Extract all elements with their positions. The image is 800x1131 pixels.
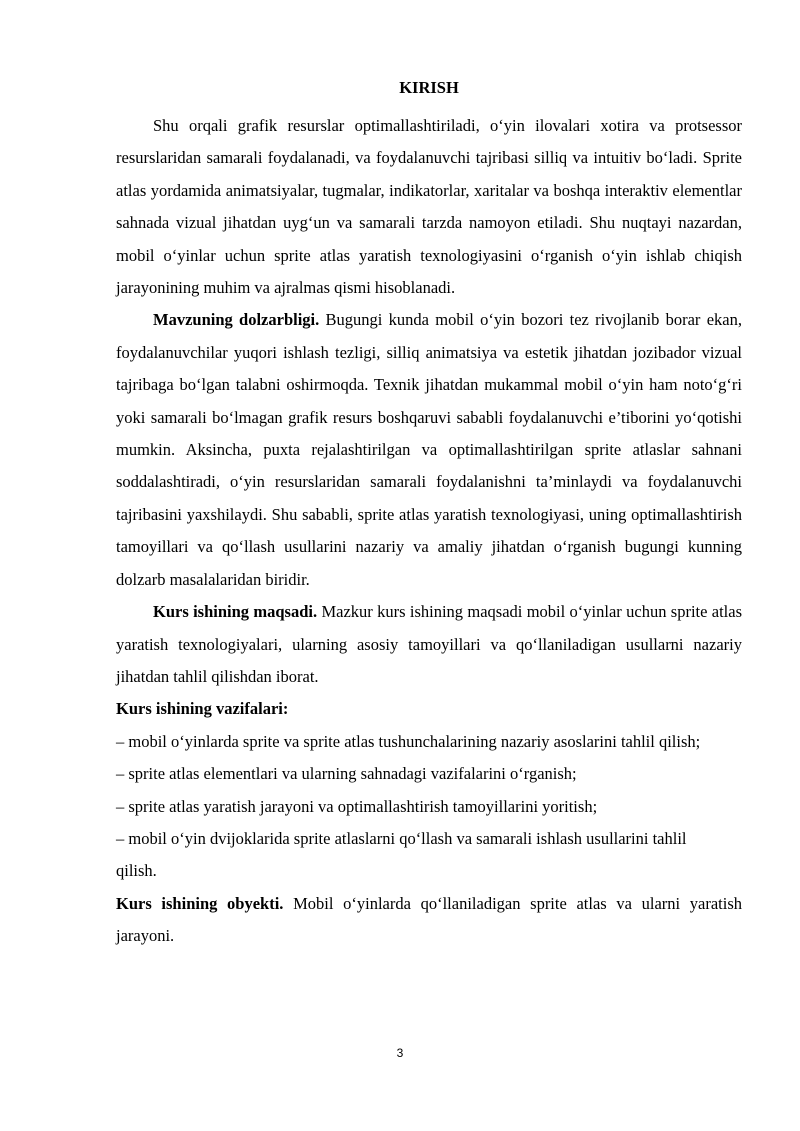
goal-paragraph (116, 596, 742, 693)
task-item: – sprite atlas yaratish jarayoni va optimallashtirish tamoyillarini yoritish; (116, 796, 598, 816)
page-content (116, 74, 742, 953)
section-title: KIRISH (399, 78, 459, 97)
page-number: 3 (396, 1046, 404, 1060)
goal-label: Kurs ishining maqsadi. (153, 602, 318, 622)
intro-paragraph: Shu orqali grafik resurslar optimallashtiriladi, o‘yin ilovalari xotira va protsessor resurslaridan samarali foydalanadi, va foydalanuvchi tajribasi silliq va intuitiv bo‘ladi. Sprite atlas yordamida animatsiyalar, tugmalar, indikatorlar, xaritalar va boshqa interaktiv elementlar sahnada vizual jihatdan uyg‘un va samarali tarzda namoyon etiladi. Shu nuqtayi nazardan, mobil o‘yinlar uchun sprite atlas yaratish texnologiyasini o‘rganish o‘yin ishlab chiqish jarayonining muhim va ajralmas qismi hisoblanadi. (116, 116, 742, 298)
task-item: – mobil o‘yinlarda sprite va sprite atlas tushunchalarining nazariy asoslarini tahlil qilish; (116, 731, 701, 751)
relevance-paragraph (116, 304, 742, 596)
object-label: Kurs ishining obyekti. (116, 893, 284, 913)
object-text: Mobil o‘yinlarda qo‘llaniladigan sprite atlas va ularni yaratish jarayoni. (116, 893, 743, 946)
task-item: – mobil o‘yin dvijoklarida sprite atlaslarni qo‘llash va samarali ishlash usullarini tahlil qilish. (116, 828, 687, 881)
tasks-heading: Kurs ishining vazifalari: (116, 699, 289, 719)
relevance-label: Mavzuning dolzarbligi. (153, 310, 320, 330)
goal-text: Mazkur kurs ishining maqsadi mobil o‘yinlar uchun sprite atlas yaratish texnologiyalari, ularning asosiy tamoyillari va qo‘llaniladigan usullarni nazariy jihatdan tahlil qilishdan iborat. (116, 602, 743, 686)
object-paragraph (116, 888, 742, 953)
relevance-text: Bugungi kunda mobil o‘yin bozori tez rivojlanib borar ekan, foydalanuvchilar yuqori ishlash tezligi, silliq animatsiya va estetik jihatdan jozibador vizual tajribaga bo‘lgan talabni oshirmoqda. Texnik jihatdan mukammal mobil o‘yin ham noto‘g‘ri yoki samarali bo‘lmagan grafik resurs boshqaruvi sababli foydalanuvchi e’tiborini yo‘qotishi mumkin. Aksincha, puxta rejalashtirilgan va optimallashtirilgan sprite atlaslar sahnani soddalashtiradi, o‘yin resurslaridan samarali foydalanishni ta’minlaydi va foydalanuvchi tajribasini yaxshilaydi. Shu sababli, sprite atlas yaratish texnologiyasi, uning optimallashtirish tamoyillari va qo‘llash usullarini nazariy va amaliy jihatdan o‘rganish bugungi kunning dolzarb masalalaridan biridir. (116, 310, 742, 589)
task-item: – sprite atlas elementlari va ularning sahnadagi vazifalarini o‘rganish; (116, 764, 577, 784)
